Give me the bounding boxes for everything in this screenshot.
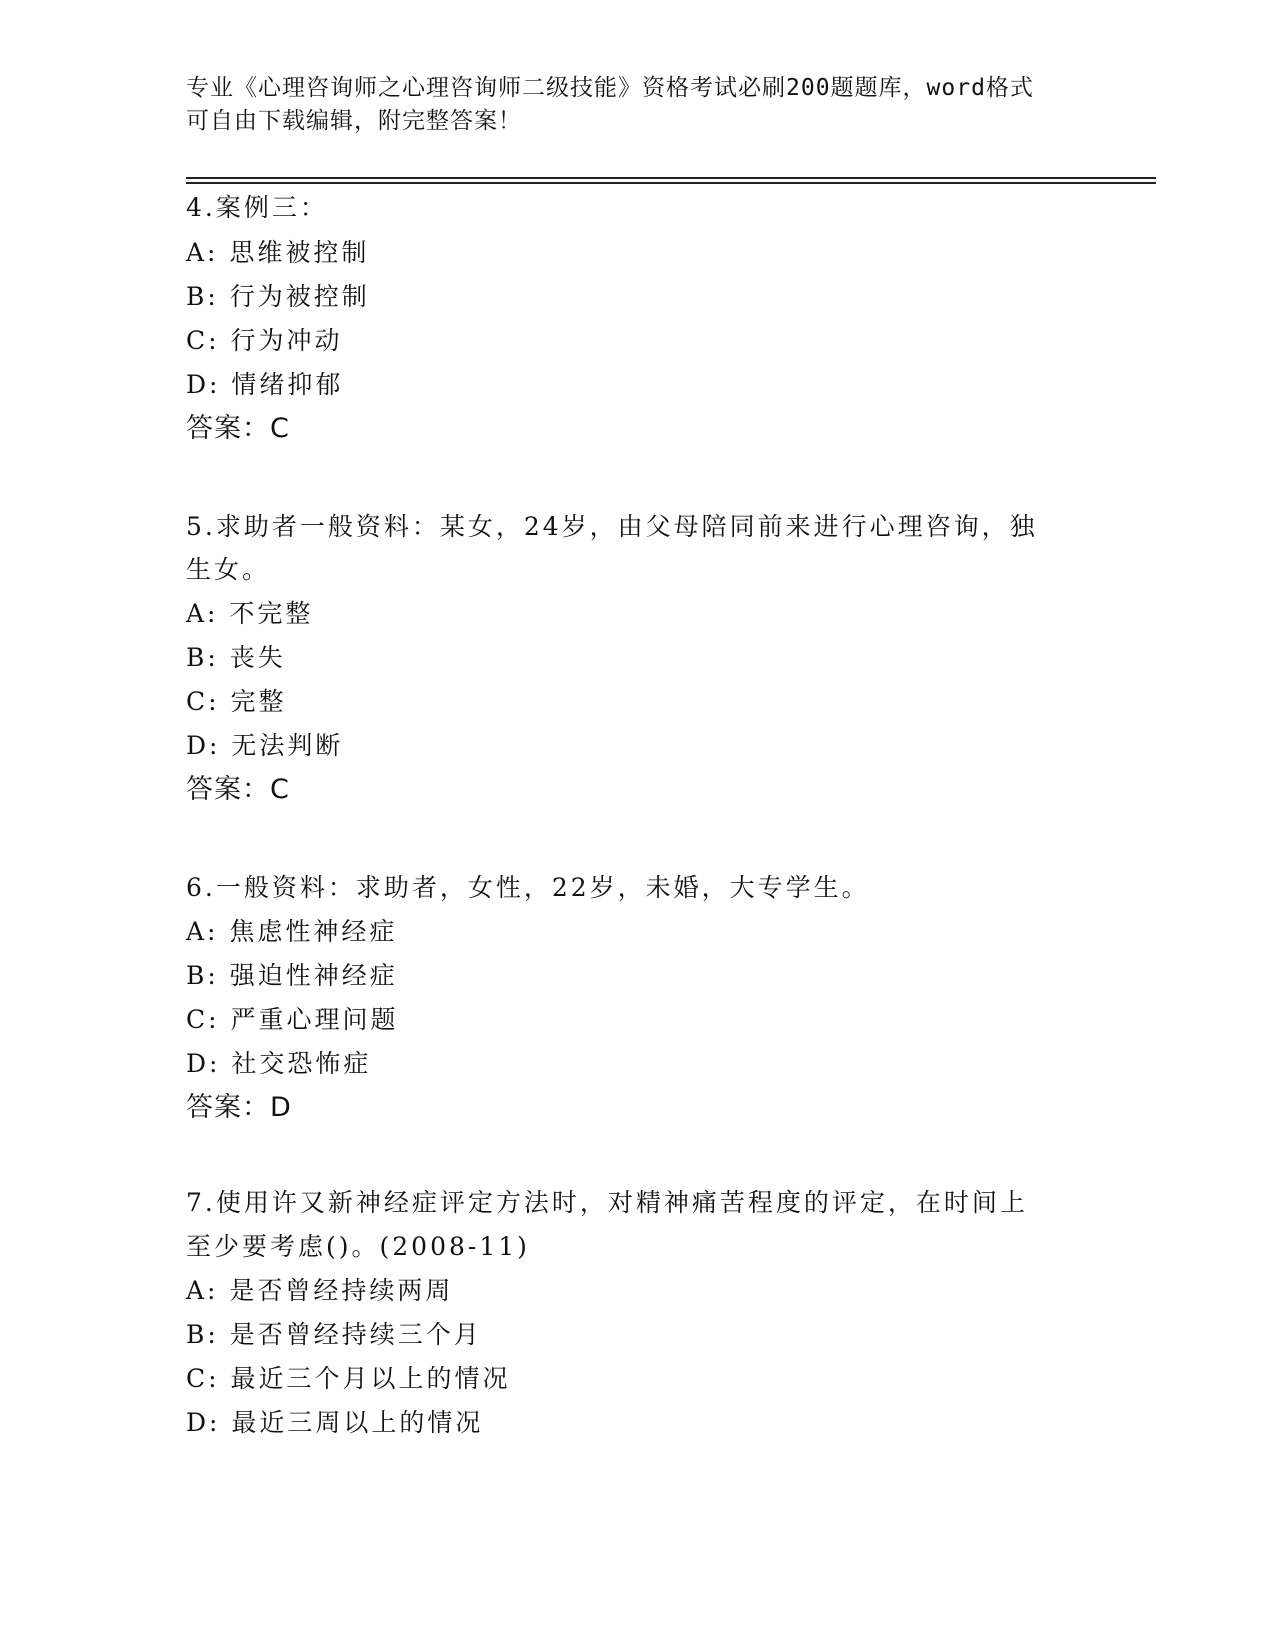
question-6-option-a: A: 焦虑性神经症: [186, 917, 398, 946]
header-line-2: 可自由下载编辑，附完整答案！: [186, 108, 522, 134]
question-7-stem-line-2: 至少要考虑()。(2008-11): [186, 1232, 530, 1261]
question-7-option-a: A: 是否曾经持续两周: [186, 1276, 454, 1305]
question-6-option-d: D: 社交恐怖症: [186, 1049, 372, 1078]
question-7-option-b: B: 是否曾经持续三个月: [186, 1320, 482, 1349]
header-divider-top: [186, 177, 1156, 179]
question-4-answer: 答案：C: [186, 413, 290, 444]
question-6-answer: 答案：D: [186, 1092, 292, 1123]
question-7-option-c: C: 最近三个月以上的情况: [186, 1364, 511, 1393]
header-line-1: 专业《心理咨询师之心理咨询师二级技能》资格考试必刷200题题库，word格式: [186, 75, 1034, 101]
question-5-answer: 答案：C: [186, 774, 290, 805]
question-4-option-d: D: 情绪抑郁: [186, 370, 344, 399]
question-4-option-c: C: 行为冲动: [186, 326, 343, 355]
question-6-option-b: B: 强迫性神经症: [186, 961, 398, 990]
question-7-option-d: D: 最近三周以上的情况: [186, 1408, 484, 1437]
question-5-option-c: C: 完整: [186, 687, 287, 716]
question-4-option-a: A: 思维被控制: [186, 238, 370, 267]
question-5-option-b: B: 丧失: [186, 643, 286, 672]
header-divider-bottom: [186, 182, 1156, 184]
question-4-stem: 4.案例三：: [186, 193, 328, 222]
question-4-option-b: B: 行为被控制: [186, 282, 370, 311]
question-5-option-a: A: 不完整: [186, 599, 314, 628]
question-6-stem: 6.一般资料：求助者，女性，22岁，未婚，大专学生。: [186, 873, 870, 902]
question-5-stem-line-1: 5.求助者一般资料：某女，24岁，由父母陪同前来进行心理咨询，独: [186, 512, 1038, 541]
question-7-stem-line-1: 7.使用许又新神经症评定方法时，对精神痛苦程度的评定，在时间上: [186, 1188, 1028, 1217]
document-header: [186, 72, 1086, 138]
question-5-option-d: D: 无法判断: [186, 731, 344, 760]
question-6-option-c: C: 严重心理问题: [186, 1005, 399, 1034]
question-5-stem-line-2: 生女。: [186, 555, 271, 584]
